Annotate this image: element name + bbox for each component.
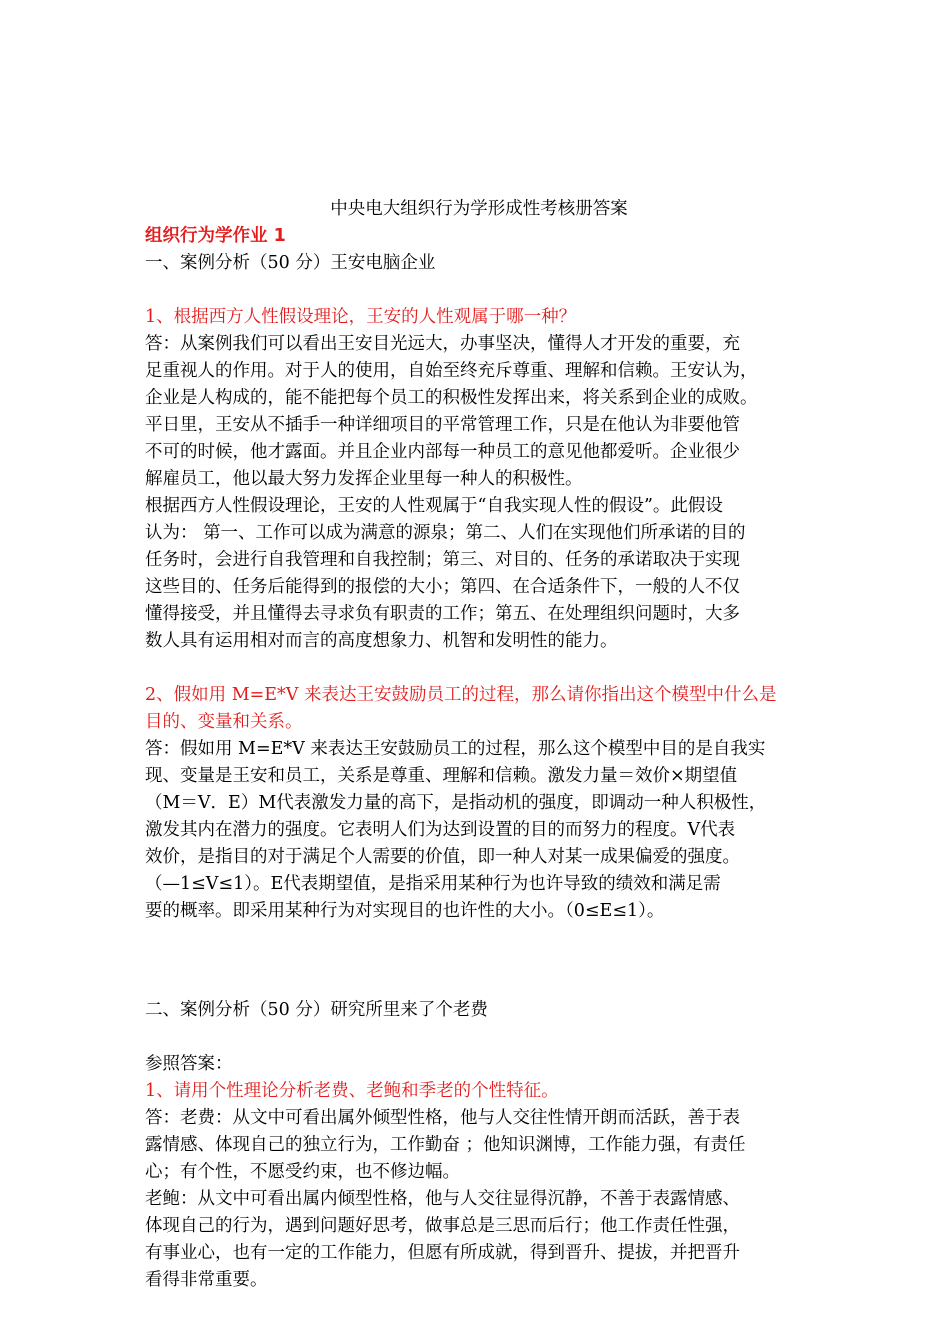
text-line: 懂得接受，并且懂得去寻求负有职责的工作；第五、在处理组织问题时，大多	[145, 604, 740, 624]
section1-answer1-paragraph1	[145, 331, 813, 493]
text-line: 数人具有运用相对而言的高度想象力、机智和发明性的能力。	[145, 631, 618, 651]
text-line: 要的概率。即采用某种行为对实现目的也许性的大小。（0≤E≤1）。	[145, 901, 665, 921]
text-line: 看得非常重要。	[145, 1270, 268, 1290]
section1-question2	[145, 682, 813, 736]
section1-answer2	[145, 736, 813, 925]
section1-answer1-paragraph2	[145, 493, 813, 655]
text-line: 不可的时候，他才露面。并且企业内部每一种员工的意见他都爱听。企业很少	[145, 442, 740, 462]
text-line: 这些目的、任务后能得到的报偿的大小；第四、在合适条件下，一般的人不仅	[145, 577, 740, 597]
text-line: 现、变量是王安和员工，关系是尊重、理解和信赖。激发力量＝效价×期望值	[145, 766, 738, 786]
text-line: 任务时，会进行自我管理和自我控制；第三、对目的、任务的承诺取决于实现	[145, 550, 740, 570]
text-line: 答：从案例我们可以看出王安目光远大，办事坚决，懂得人才开发的重要，充	[145, 334, 740, 354]
text-line: （M＝V．E）M代表激发力量的高下，是指动机的强度，即调动一种人积极性，	[145, 793, 767, 813]
section1-question1: 1、根据西方人性假设理论，王安的人性观属于哪一种？	[145, 307, 577, 327]
text-line: 有事业心，也有一定的工作能力，但愿有所成就，得到晋升、提拔，并把晋升	[145, 1243, 740, 1263]
text-line: 激发其内在潜力的强度。它表明人们为达到设置的目的而努力的程度。V代表	[145, 820, 736, 840]
document-page	[145, 196, 813, 1294]
text-line: （—1≤V≤1）。E代表期望值，是指采用某种行为也许导致的绩效和满足需	[145, 874, 721, 894]
text-line: 答：老费：从文中可看出属外倾型性格，他与人交往性情开朗而活跃，善于表	[145, 1108, 740, 1128]
text-line: 2、假如用 M=E*V 来表达王安鼓励员工的过程，那么请你指出这个模型中什么是	[145, 685, 777, 705]
assignment-heading: 组织行为学作业 1	[145, 226, 286, 246]
text-line: 平日里，王安从不插手一种详细项目的平常管理工作，只是在他认为非要他管	[145, 415, 740, 435]
text-line: 企业是人构成的，能不能把每个员工的积极性发挥出来，将关系到企业的成败。	[145, 388, 758, 408]
text-line: 露情感、体现自己的独立行为，工作勤奋 ；他知识渊博，工作能力强，有责任	[145, 1135, 746, 1155]
text-line: 心；有个性，不愿受约束，也不修边幅。	[145, 1162, 460, 1182]
text-line: 体现自己的行为，遇到问题好思考，做事总是三思而后行；他工作责任性强，	[145, 1216, 740, 1236]
reference-answer-label: 参照答案：	[145, 1054, 233, 1074]
document-title: 中央电大组织行为学形成性考核册答案	[330, 199, 628, 219]
section2-question1: 1、请用个性理论分析老费、老鲍和季老的个性特征。	[145, 1081, 559, 1101]
text-line: 足重视人的作用。对于人的使用，自始至终充斥尊重、理解和信赖。王安认为，	[145, 361, 758, 381]
section2-answer-bao	[145, 1186, 813, 1294]
text-line: 解雇员工，他以最大努力发挥企业里每一种人的积极性。	[145, 469, 583, 489]
text-line: 效价，是指目的对于满足个人需要的价值，即一种人对某一成果偏爱的强度。	[145, 847, 740, 867]
text-line: 认为： 第一、工作可以成为满意的源泉；第二、人们在实现他们所承诺的目的	[145, 523, 746, 543]
section2-answer-fei	[145, 1105, 813, 1186]
section1-heading: 一、案例分析（50 分）王安电脑企业	[145, 253, 436, 273]
text-line: 答：假如用 M=E*V 来表达王安鼓励员工的过程，那么这个模型中目的是自我实	[145, 739, 766, 759]
text-line: 老鲍：从文中可看出属内倾型性格，他与人交往显得沉静，不善于表露情感、	[145, 1189, 740, 1209]
text-line: 目的、变量和关系。	[145, 712, 303, 732]
text-line: 根据西方人性假设理论，王安的人性观属于“自我实现人性的假设”。此假设	[145, 496, 723, 516]
section2-heading: 二、案例分析（50 分）研究所里来了个老费	[145, 1000, 488, 1020]
